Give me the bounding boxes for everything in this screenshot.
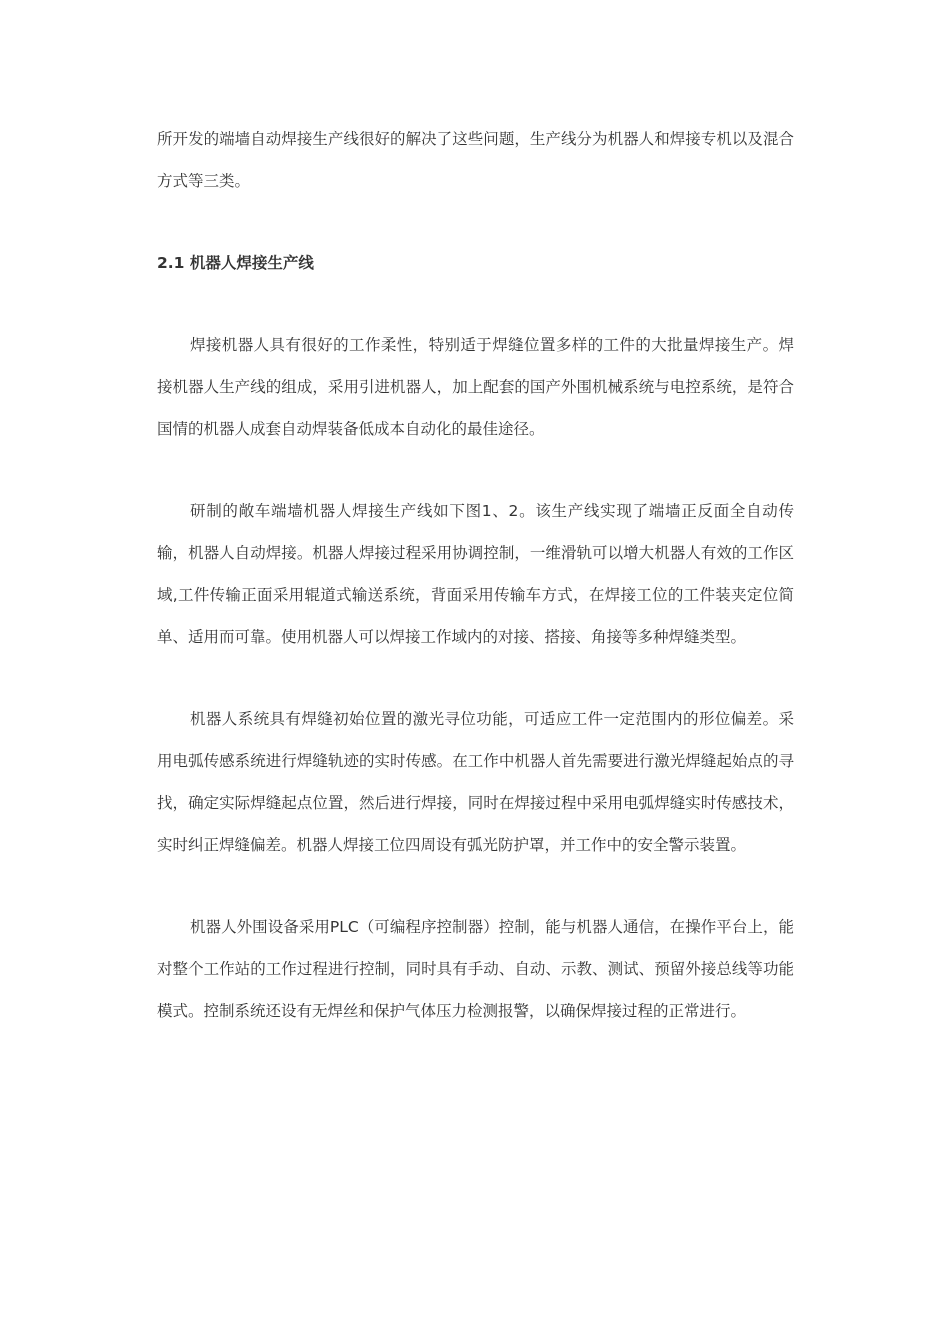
paragraph-robot-flexibility: 焊接机器人具有很好的工作柔性，特别适于焊缝位置多样的工件的大批量焊接生产。焊接机器人生产线的组成，采用引进机器人，加上配套的国产外围机械系统与电控系统，是符合国情的机器人成套自动焊装备低成本自动化的最佳途径。 (157, 336, 794, 438)
paragraph-laser-seam-tracking: 机器人系统具有焊缝初始位置的激光寻位功能，可适应工件一定范围内的形位偏差。采用电弧传感系统进行焊缝轨迹的实时传感。在工作中机器人首先需要进行激光焊缝起始点的寻找，确定实际焊缝起点位置，然后进行焊接，同时在焊接过程中采用电弧焊缝实时传感技术，实时纠正焊缝偏差。机器人焊接工位四周设有弧光防护罩，并工作中的安全警示装置。 (157, 710, 794, 854)
paragraph-plc-control: 机器人外围设备采用PLC（可编程序控制器）控制，能与机器人通信，在操作平台上，能对整个工作站的工作过程进行控制，同时具有手动、自动、示教、测试、预留外接总线等功能模式。控制系统还设有无焊丝和保护气体压力检测报警，以确保焊接过程的正常进行。 (157, 918, 794, 1020)
section-heading: 2.1 机器人焊接生产线 (157, 254, 314, 272)
paragraph-production-line: 研制的敞车端墙机器人焊接生产线如下图1、2。该生产线实现了端墙正反面全自动传输，机器人自动焊接。机器人焊接过程采用协调控制，一维滑轨可以增大机器人有效的工作区域,工件传输正面采用辊道式输送系统，背面采用传输车方式，在焊接工位的工件装夹定位简单、适用而可靠。使用机器人可以焊接工作域内的对接、搭接、角接等多种焊缝类型。 (157, 502, 794, 646)
spacer (157, 284, 794, 324)
spacer (157, 866, 794, 906)
spacer (157, 450, 794, 490)
spacer (157, 658, 794, 698)
spacer (157, 202, 794, 242)
document-page (157, 118, 794, 1032)
intro-paragraph: 所开发的端墙自动焊接生产线很好的解决了这些问题，生产线分为机器人和焊接专机以及混合方式等三类。 (157, 130, 794, 190)
